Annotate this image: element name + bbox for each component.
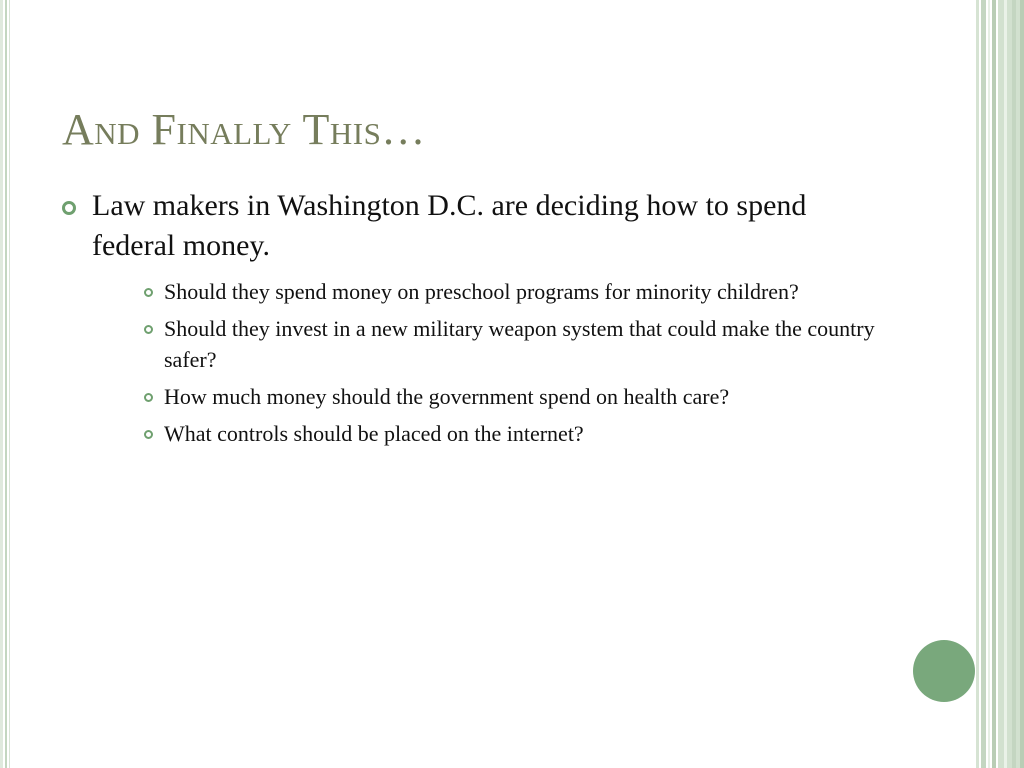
sub-point-text: Should they spend money on preschool programs for minority children? (164, 279, 799, 304)
left-border-stripe (5, 0, 7, 768)
right-bar (1020, 0, 1024, 768)
left-border-stripe (0, 0, 3, 768)
left-border-stripe (9, 0, 10, 768)
right-bar (988, 0, 990, 768)
sub-bullet-point (144, 381, 882, 412)
slide-title: And Finally This… (62, 105, 426, 154)
sub-bullet-list (144, 276, 882, 449)
hollow-circle-bullet-icon (144, 393, 153, 402)
right-bar (1012, 0, 1016, 768)
sub-bullet-point (144, 276, 882, 307)
hollow-circle-bullet-icon (144, 325, 153, 334)
right-decorative-bars (976, 0, 1024, 768)
main-bullet-point (62, 186, 882, 266)
right-bar (976, 0, 979, 768)
sub-bullet-point (144, 418, 882, 449)
hollow-circle-bullet-icon (62, 201, 76, 215)
sub-point-text: Should they invest in a new military weapon system that could make the country safer? (164, 316, 875, 372)
right-bar (981, 0, 986, 768)
sub-bullet-point (144, 313, 882, 375)
right-bar (992, 0, 996, 768)
sub-point-text: How much money should the government spend on health care? (164, 384, 730, 409)
main-point-text: Law makers in Washington D.C. are deciding how to spend federal money. (92, 189, 807, 262)
sub-point-text: What controls should be placed on the internet? (164, 421, 584, 446)
hollow-circle-bullet-icon (144, 430, 153, 439)
green-circle-decoration-icon (913, 640, 975, 702)
hollow-circle-bullet-icon (144, 288, 153, 297)
right-bar (1004, 0, 1007, 768)
slide-content (62, 186, 882, 455)
